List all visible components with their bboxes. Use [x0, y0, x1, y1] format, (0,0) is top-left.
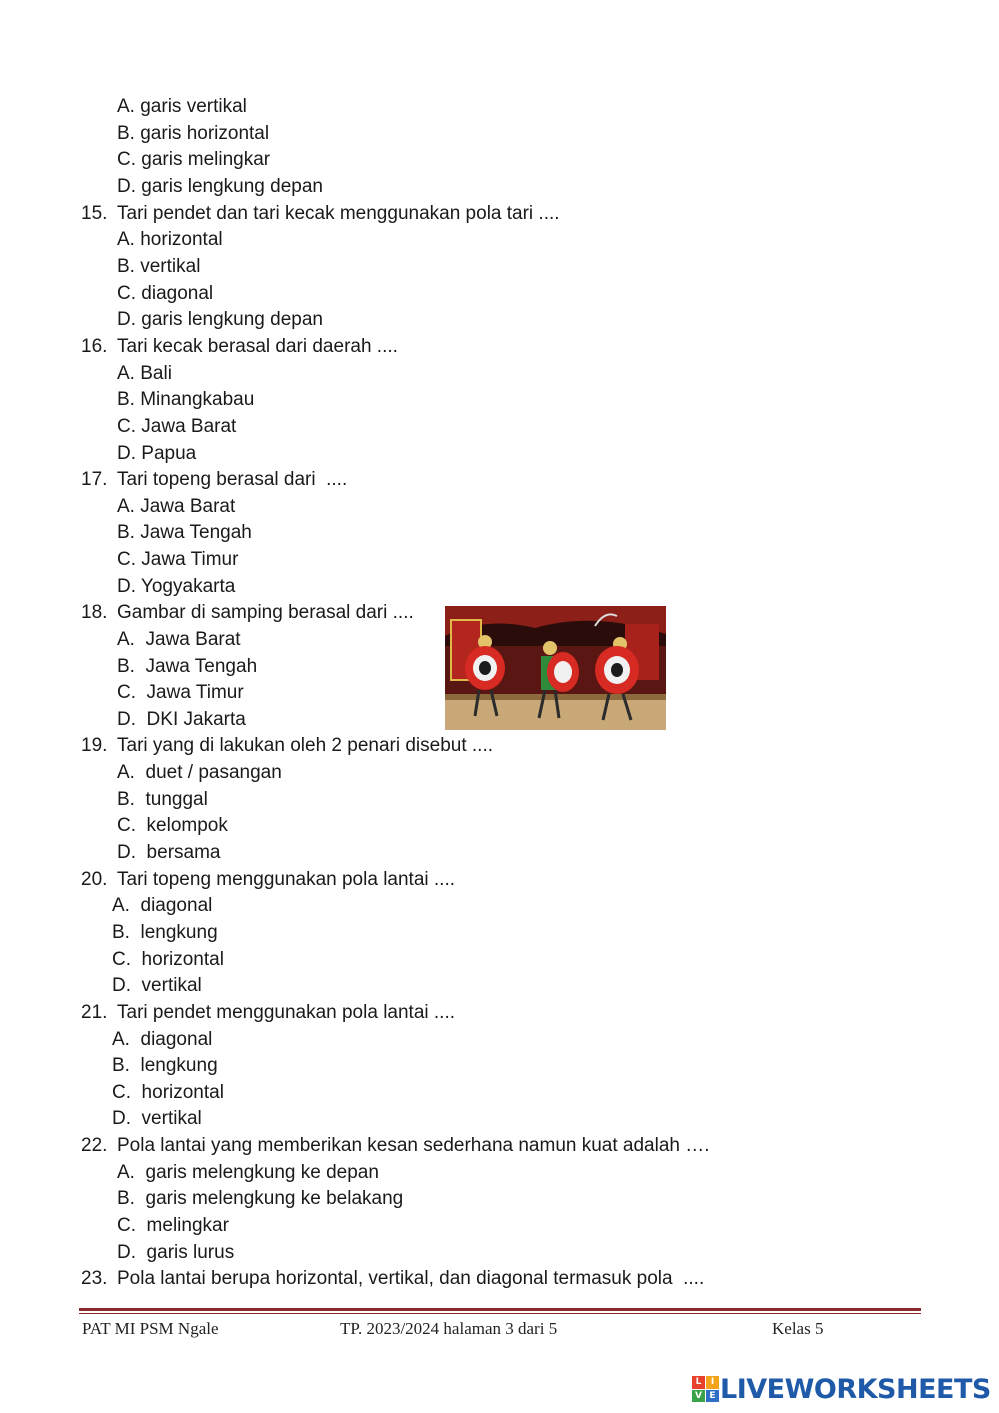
q14-option-b[interactable]: B. garis horizontal [117, 123, 270, 144]
question-text: Tari topeng menggunakan pola lantai .... [117, 869, 456, 890]
q22-option-d[interactable]: D. garis lurus [117, 1242, 235, 1263]
q15-option-c[interactable]: C. diagonal [117, 283, 214, 304]
question-19 [81, 735, 493, 757]
q22-option-c[interactable]: C. melingkar [117, 1215, 229, 1236]
q22-option-b[interactable]: B. garis melengkung ke belakang [117, 1188, 404, 1209]
question-number: 20. [81, 869, 108, 890]
mask-dance-photo [445, 606, 666, 730]
question-number: 16. [81, 336, 108, 357]
footer-rule-thin [79, 1313, 921, 1314]
q18-option-a[interactable]: A. Jawa Barat [117, 629, 241, 650]
question-20 [81, 869, 455, 891]
question-number: 23. [81, 1268, 108, 1289]
q20-option-a[interactable]: A. diagonal [112, 895, 213, 916]
logo-letter-i: I [706, 1376, 719, 1389]
footer-page-info: TP. 2023/2024 halaman 3 dari 5 [340, 1319, 558, 1338]
logo-letter-v: V [692, 1390, 705, 1403]
question-number: 15. [81, 203, 108, 224]
question-text: Gambar di samping berasal dari .... [117, 602, 414, 623]
question-18 [81, 602, 414, 624]
q19-option-a[interactable]: A. duet / pasangan [117, 762, 282, 783]
q21-option-c[interactable]: C. horizontal [112, 1082, 224, 1103]
q16-option-d[interactable]: D. Papua [117, 443, 197, 464]
question-text: Tari pendet menggunakan pola lantai .... [117, 1002, 456, 1023]
q17-option-a[interactable]: A. Jawa Barat [117, 496, 236, 517]
question-17 [81, 469, 347, 491]
question-text: Pola lantai yang memberikan kesan sederhana namun kuat adalah …. [117, 1135, 710, 1156]
liveworksheets-logo[interactable] [692, 1372, 991, 1406]
q16-option-c[interactable]: C. Jawa Barat [117, 416, 237, 437]
question-16 [81, 336, 398, 358]
question-15 [81, 203, 560, 225]
dancers-illustration [445, 606, 666, 730]
q18-option-c[interactable]: C. Jawa Timur [117, 682, 244, 703]
q16-option-a[interactable]: A. Bali [117, 363, 172, 384]
q15-option-a[interactable]: A. horizontal [117, 229, 223, 250]
q17-option-b[interactable]: B. Jawa Tengah [117, 522, 252, 543]
q15-option-b[interactable]: B. vertikal [117, 256, 201, 277]
q17-option-d[interactable]: D. Yogyakarta [117, 576, 236, 597]
q18-option-d[interactable]: D. DKI Jakarta [117, 709, 246, 730]
question-22 [81, 1135, 710, 1157]
q17-option-c[interactable]: C. Jawa Timur [117, 549, 239, 570]
question-text: Tari yang di lakukan oleh 2 penari disebut .... [117, 735, 494, 756]
question-text: Tari topeng berasal dari .... [117, 469, 348, 490]
q21-option-b[interactable]: B. lengkung [112, 1055, 218, 1076]
q14-option-d[interactable]: D. garis lengkung depan [117, 176, 323, 197]
footer-class: Kelas 5 [772, 1319, 824, 1338]
q18-option-b[interactable]: B. Jawa Tengah [117, 656, 258, 677]
q20-option-b[interactable]: B. lengkung [112, 922, 218, 943]
liveworksheets-wordmark: LIVEWORKSHEETS [720, 1373, 991, 1405]
question-text: Pola lantai berupa horizontal, vertikal, dan diagonal termasuk pola .... [117, 1268, 705, 1289]
question-text: Tari kecak berasal dari daerah .... [117, 336, 398, 357]
q14-option-c[interactable]: C. garis melingkar [117, 149, 271, 170]
q19-option-b[interactable]: B. tunggal [117, 789, 208, 810]
question-number: 22. [81, 1135, 108, 1156]
logo-letter-l: L [692, 1376, 705, 1389]
q14-option-a[interactable]: A. garis vertikal [117, 96, 247, 117]
q21-option-d[interactable]: D. vertikal [112, 1108, 202, 1129]
question-number: 21. [81, 1002, 108, 1023]
logo-letter-e: E [706, 1390, 719, 1403]
liveworksheets-icon [692, 1376, 718, 1402]
q20-option-c[interactable]: C. horizontal [112, 949, 224, 970]
question-number: 19. [81, 735, 108, 756]
q20-option-d[interactable]: D. vertikal [112, 975, 202, 996]
question-number: 18. [81, 602, 108, 623]
question-21 [81, 1002, 455, 1024]
question-number: 17. [81, 469, 108, 490]
question-23 [81, 1268, 704, 1290]
q15-option-d[interactable]: D. garis lengkung depan [117, 309, 323, 330]
q16-option-b[interactable]: B. Minangkabau [117, 389, 255, 410]
question-text: Tari pendet dan tari kecak menggunakan pola tari .... [117, 203, 560, 224]
q22-option-a[interactable]: A. garis melengkung ke depan [117, 1162, 379, 1183]
footer-school: PAT MI PSM Ngale [82, 1319, 219, 1338]
q19-option-c[interactable]: C. kelompok [117, 815, 228, 836]
q19-option-d[interactable]: D. bersama [117, 842, 221, 863]
footer-rule-thick [79, 1308, 921, 1311]
q21-option-a[interactable]: A. diagonal [112, 1029, 213, 1050]
